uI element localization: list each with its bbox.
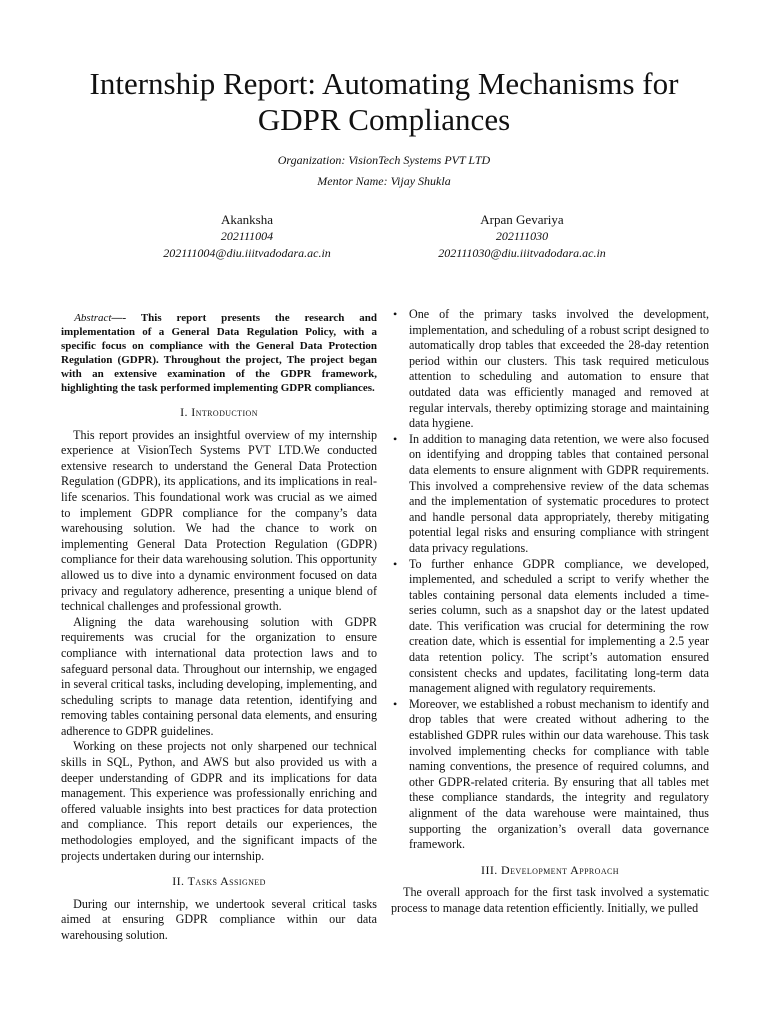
task-bullet-list: [391, 307, 709, 853]
abstract-dash: —-: [111, 312, 141, 324]
author-id: 202111004: [220, 229, 274, 243]
author-email[interactable]: 202111004@diu.iiitvadodara.ac.in: [163, 246, 331, 260]
author-name: Arpan Gevariya: [480, 212, 564, 227]
list-item: [393, 307, 709, 432]
bullet-icon: •: [393, 307, 398, 321]
list-item: [393, 696, 709, 853]
author-block-2: [372, 211, 672, 262]
section-heading-introduction: I. Introduction: [180, 405, 258, 419]
title-line-2: GDPR Compliances: [257, 102, 511, 137]
mentor-line: Mentor Name: Vijay Shukla: [317, 174, 451, 188]
bullet-text: Moreover, we established a robust mechanism to identify and drop tables that were created without adhering to the established GDPR rules within our data warehouse. This task involved implementing checks for compliance with table naming conventions, the presence of required columns, and other GDPR-related criteria. By ensuring that all tables met these compliance standards, the integrity and regulatory alignment of the data warehouse were maintained, thus supporting the organization’s overall data governance framework.: [409, 696, 709, 852]
right-column: [391, 307, 709, 917]
intro-paragraph-1: This report provides an insightful overview of my internship experience at VisionTech Systems PVT LTD.We conducted extensive research to understand the General Data Protection Regulation (GDPR), its applications, and its implications in real-life scenarios. This foundational work was crucial as we aimed to implement GDPR compliance for the company’s data warehousing solution. We had the chance to work on implementing General Data Protection Regulation (GDPR) compliance for their data warehousing solution. This opportunity allowed us to dive into a dynamic environment focused on data privacy and regulatory adherence, presenting a unique blend of technical challenges and professional growth.: [61, 427, 377, 614]
tasks-paragraph-1: During our internship, we undertook several critical tasks aimed at ensuring GDPR compliance within our data warehousing solution.: [61, 896, 377, 942]
development-paragraph-1: The overall approach for the first task involved a systematic process to manage data retention efficiently. Initially, we pulled: [391, 885, 709, 915]
abstract: [61, 311, 377, 395]
abstract-text: This report presents the research and implementation of a General Data Regulation Policy, with a specific focus on compliance with the General Data Protection Regulation (GDPR). Throughout the project, The project began with an extensive examination of the GDPR framework, highlighting the task performed implementing GDPR compliances.: [61, 312, 377, 394]
author-block-1: [97, 211, 397, 262]
abstract-label: Abstract: [74, 312, 112, 324]
author-email[interactable]: 202111030@diu.iiitvadodara.ac.in: [438, 246, 606, 260]
bullet-text: One of the primary tasks involved the development, implementation, and scheduling of a robust script designed to automatically drop tables that exceeded the 28-day retention period within our clusters. This task required meticulous attention to scheduling and automation to ensure that outdated data was efficiently managed and removed at regular intervals, thereby optimizing storage and maintaining data hygiene.: [409, 307, 709, 431]
bullet-text: In addition to managing data retention, we were also focused on identifying and dropping tables that contained personal data elements to ensure alignment with GDPR requirements. This involved a comprehensive review of the data schemas and the implementation of systematic procedures to protect and handle personal data appropriately, thereby mitigating potential legal risks and ensuring compliance with stringent data privacy regulations.: [409, 431, 709, 555]
list-item: [393, 431, 709, 557]
section-heading-tasks: II. Tasks Assigned: [172, 874, 266, 889]
organization-line: Organization: VisionTech Systems PVT LTD: [277, 153, 491, 167]
list-item: [393, 556, 709, 697]
intro-paragraph-3: Working on these projects not only sharpened our technical skills in SQL, Python, and AWS but also provided us with a deeper understanding of GDPR and its implications for data management. This experience was professionally enriching and offered valuable insights into best practices for data protection and compliance. This report details our experiences, the methodologies employed, and the significant impacts of the projects undertaken during our internship.: [61, 739, 377, 863]
bullet-text: To further enhance GDPR compliance, we developed, implemented, and scheduled a script to verify whether the tables containing personal data elements included a time-series column, such as a snapshot day or the latest updated date. This verification was crucial for determining the row creation date, which is essential for implementing a 2.5 year data retention policy. The script’s automation ensured consistent checks and updates, facilitating long-term data management aligned with regulatory requirements.: [409, 556, 709, 696]
title-line-1: Internship Report: Automating Mechanisms for: [89, 66, 679, 101]
bullet-icon: •: [393, 696, 398, 711]
paper-title: [0, 66, 768, 138]
bullet-icon: •: [393, 431, 398, 446]
author-id: 202111030: [495, 229, 549, 243]
left-column: [61, 307, 377, 944]
author-name: Akanksha: [221, 212, 273, 227]
bullet-icon: •: [393, 556, 398, 571]
intro-paragraph-2: Aligning the data warehousing solution with GDPR requirements was crucial for the organization to ensure compliance with international data protection laws and to safeguard personal data. Throughout our internship, we engaged in several critical tasks, including developing, implementing, and scheduling scripts to manage data retention, identifying and removing tables containing personal data elements, and ensuring adherence to GDPR guidelines.: [61, 614, 377, 738]
section-heading-development: III. Development Approach: [481, 862, 619, 877]
